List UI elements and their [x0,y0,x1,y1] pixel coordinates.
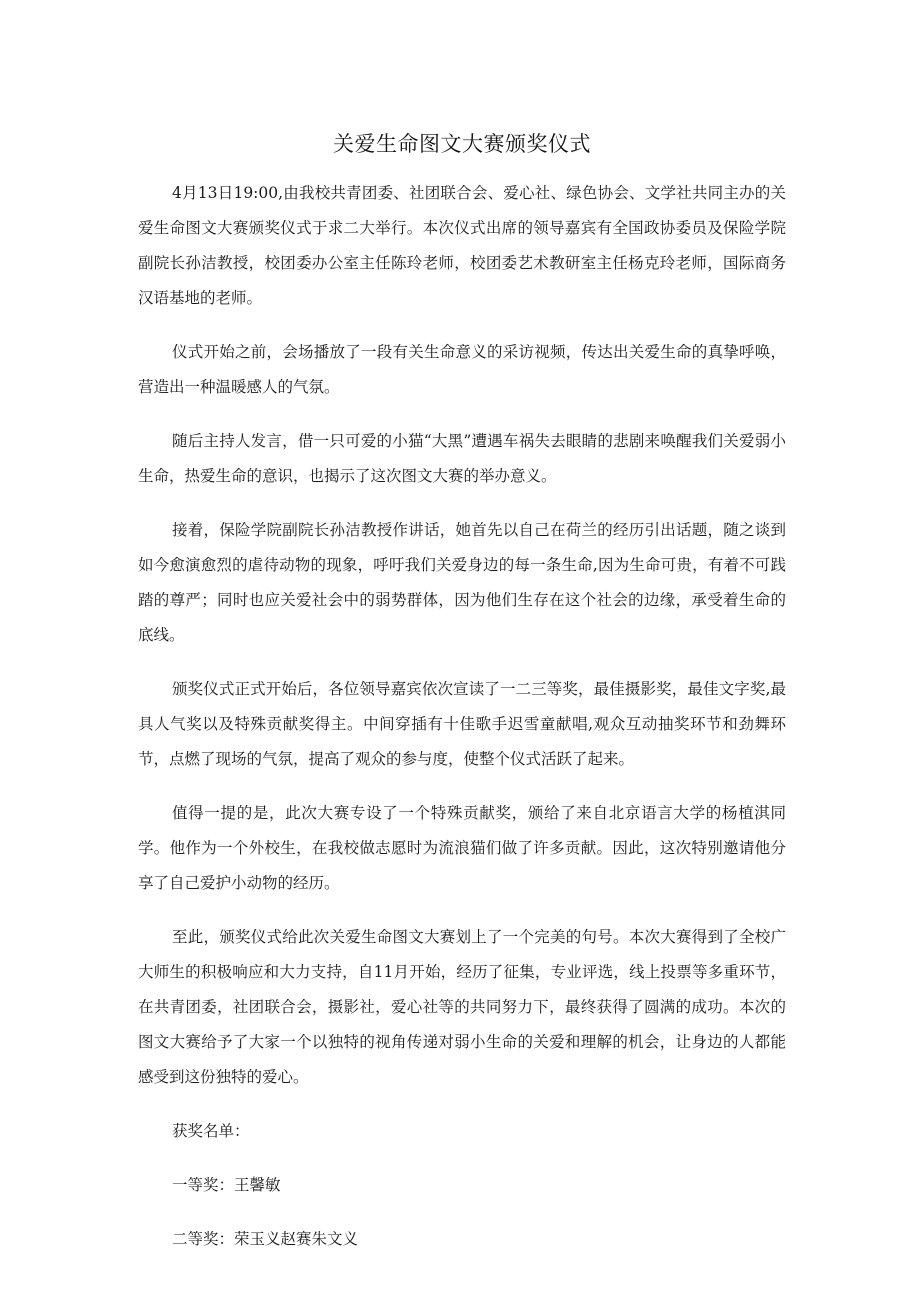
paragraph-conclusion: 至此，颁奖仪式给此次关爱生命图文大赛划上了一个完美的句号。本次大赛得到了全校广大师生的积极响应和大力支持，自11月开始，经历了征集，专业评选，线上投票等多重环节，在共青团委，社团联合会，摄影社，爱心社等的共同努力下，最终获得了圆满的成功。本次的图文大赛给予了大家一个以独特的视角传递对弱小生命的关爱和理解的机会，让身边的人都能感受到这份独特的爱心。 [138,928,786,1086]
paragraph-award-ceremony: 颁奖仪式正式开始后，各位领导嘉宾依次宣读了一二三等奖，最佳摄影奖，最佳文字奖,最具人气奖以及特殊贡献奖得主。中间穿插有十佳歌手迟雪童献唱,观众互动抽奖环节和劲舞环节，点燃了现场的气氛，提高了观众的参与度，使整个仪式活跃了起来。 [138,680,786,768]
paragraph-special-award: 值得一提的是，此次大赛专设了一个特殊贡献奖，颁给了来自北京语言大学的杨植淇同学。他作为一个外校生，在我校做志愿时为流浪猫们做了许多贡献。因此，这次特别邀请他分享了自己爱护小动物的经历。 [138,804,786,892]
award-second-prize [138,1222,786,1257]
award-label: 一等奖： [172,1176,235,1194]
document-body [138,126,786,1276]
winners-heading: 获奖名单： [172,1122,250,1140]
award-label: 二等奖： [172,1230,235,1248]
paragraph-intro: 4月13日19:00,由我校共青团委、社团联合会、爱心社、绿色协会、文学社共同主办的关爱生命图文大赛颁奖仪式于求二大举行。本次仪式出席的领导嘉宾有全国政协委员及保险学院副院长孙洁教授，校团委办公室主任陈玲老师，校团委艺术教研室主任杨克玲老师，国际商务汉语基地的老师。 [138,184,786,307]
paragraph-host-speech: 随后主持人发言，借一只可爱的小猫“大黑”遭遇车祸失去眼睛的悲剧来唤醒我们关爱弱小生命，热爱生命的意识，也揭示了这次图文大赛的举办意义。 [138,432,786,485]
award-names: 王馨敏 [234,1176,281,1194]
award-first-prize [138,1168,786,1203]
paragraph-professor-speech: 接着，保险学院副院长孙洁教授作讲话，她首先以自己在荷兰的经历引出话题，随之谈到如今愈演愈烈的虐待动物的现象，呼吁我们关爱身边的每一条生命,因为生命可贵，有着不可践踏的尊严；同时也应关爱社会中的弱势群体，因为他们生存在这个社会的边缘，承受着生命的底线。 [138,521,786,644]
winners-list [138,1114,786,1257]
paragraph-opening-video: 仪式开始之前，会场播放了一段有关生命意义的采访视频，传达出关爱生命的真挚呼唤，营造出一种温暖感人的气氛。 [138,343,786,396]
award-names: 荣玉义赵赛朱文义 [234,1230,359,1248]
document-title: 关爱生命图文大赛颁奖仪式 [333,132,591,156]
